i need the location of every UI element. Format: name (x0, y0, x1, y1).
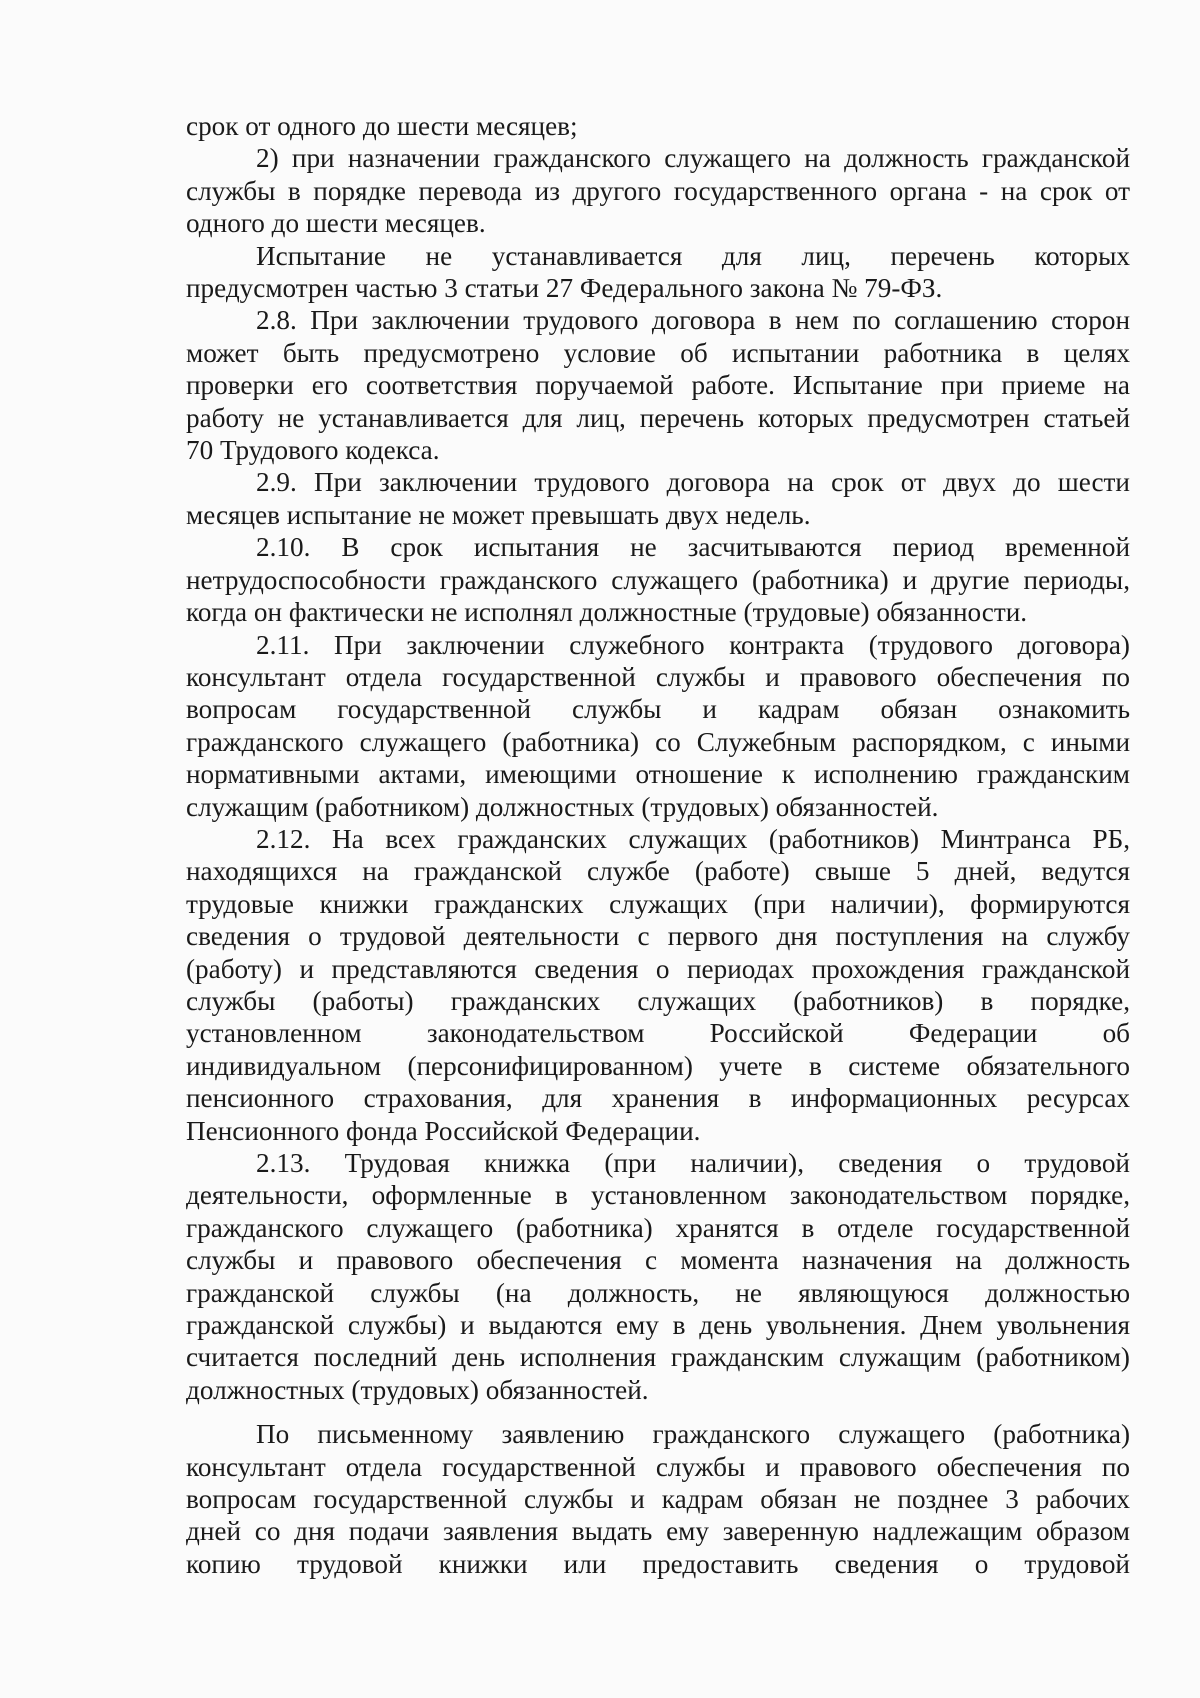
document-line: гражданского служащего (работника) хранятся в отделе государственной (186, 1212, 1130, 1243)
document-line: службы и правового обеспечения с момента назначения на должность (186, 1245, 1130, 1276)
document-line: 2.12. На всех гражданских служащих (работников) Минтранса РБ, (256, 823, 1130, 854)
document-line: считается последний день исполнения гражданским служащим (работником) (186, 1342, 1130, 1373)
document-line: когда он фактически не исполнял должностные (трудовые) обязанности. (186, 597, 1028, 628)
document-line: должностных (трудовых) обязанностей. (186, 1374, 649, 1405)
document-line: установленном законодательством Российской Федерации об (186, 1018, 1130, 1049)
document-line: (работу) и представляются сведения о периодах прохождения гражданской (186, 953, 1130, 984)
document-line: одного до шести месяцев. (186, 208, 486, 239)
document-line: Испытание не устанавливается для лиц, перечень которых (256, 240, 1130, 271)
document-line: консультант отдела государственной службы и правового обеспечения по (186, 661, 1130, 692)
document-line: предусмотрен частью 3 статьи 27 Федерального закона № 79-ФЗ. (186, 273, 943, 304)
document-line: сведения о трудовой деятельности с первого дня поступления на службу (186, 921, 1130, 952)
document-line: нетрудоспособности гражданского служащего (работника) и другие периоды, (186, 564, 1130, 595)
document-line: 2) при назначении гражданского служащего на должность гражданской (256, 143, 1130, 174)
document-line: 2.10. В срок испытания не засчитываются период временной (256, 532, 1130, 563)
document-line: деятельности, оформленные в установленном законодательством порядке, (186, 1180, 1130, 1211)
document-line: работу не устанавливается для лиц, перечень которых предусмотрен статьей (186, 402, 1130, 433)
document-line: копию трудовой книжки или предоставить сведения о трудовой (186, 1548, 1130, 1579)
document-line: проверки его соответствия поручаемой работе. Испытание при приеме на (186, 370, 1130, 401)
document-line: гражданского служащего (работника) со Служебным распорядком, с иными (186, 726, 1130, 757)
document-line: пенсионного страхования, для хранения в информационных ресурсах (186, 1083, 1130, 1114)
document-line: трудовые книжки гражданских служащих (при наличии), формируются (186, 888, 1130, 919)
document-line: нормативными актами, имеющими отношение к исполнению гражданским (186, 759, 1130, 790)
document-line: 2.9. При заключении трудового договора на срок от двух до шести (256, 467, 1130, 498)
document-line: 2.8. При заключении трудового договора в нем по соглашению сторон (256, 305, 1130, 336)
document-line: срок от одного до шести месяцев; (186, 111, 578, 141)
document-line: гражданской службы (на должность, не являющуюся должностью (186, 1277, 1130, 1308)
document-line: консультант отдела государственной службы и правового обеспечения по (186, 1451, 1130, 1482)
document-line: вопросам государственной службы и кадрам обязан не позднее 3 рабочих (186, 1484, 1130, 1515)
document-line: 2.11. При заключении служебного контракта (трудового договора) (256, 629, 1130, 660)
document-line: службы (работы) гражданских служащих (работников) в порядке, (186, 985, 1130, 1016)
document-line: Пенсионного фонда Российской Федерации. (186, 1115, 701, 1146)
document-line: вопросам государственной службы и кадрам обязан ознакомить (186, 694, 1130, 725)
document-line: находящихся на гражданской службе (работе) свыше 5 дней, ведутся (186, 856, 1130, 887)
document-line: дней со дня подачи заявления выдать ему заверенную надлежащим образом (186, 1516, 1130, 1547)
document-line: 2.13. Трудовая книжка (при наличии), сведения о трудовой (256, 1148, 1130, 1178)
document-line: 70 Трудового кодекса. (186, 435, 440, 466)
document-line: может быть предусмотрено условие об испытании работника в целях (186, 337, 1130, 368)
paragraph-gap (186, 1406, 1130, 1418)
document-line: гражданской службы) и выдаются ему в день увольнения. Днем увольнения (186, 1310, 1130, 1341)
document-body (186, 110, 1130, 1580)
document-line: По письменному заявлению гражданского служащего (работника) (256, 1419, 1130, 1450)
document-line: месяцев испытание не может превышать двух недель. (186, 499, 811, 530)
document-line: службы в порядке перевода из другого государственного органа - на срок от (186, 175, 1130, 206)
document-line: служащим (работником) должностных (трудовых) обязанностей. (186, 791, 939, 822)
document-line: индивидуальном (персонифицированном) учете в системе обязательного (186, 1050, 1130, 1081)
